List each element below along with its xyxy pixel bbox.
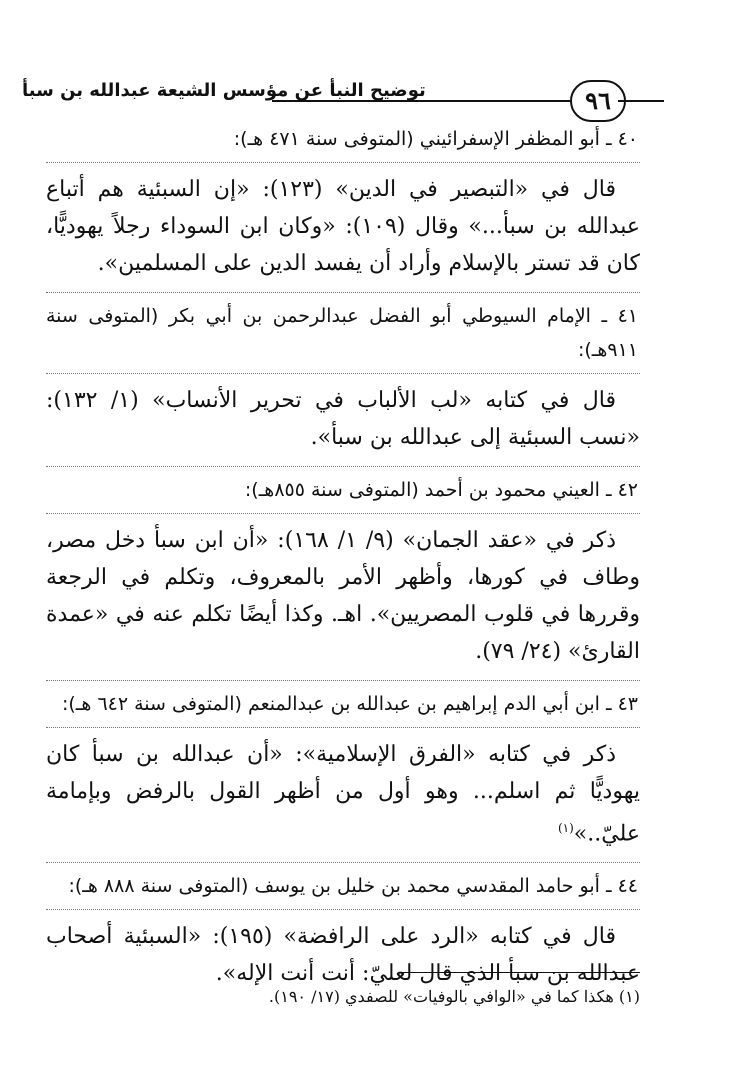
entry-heading: ٤٣ ـ ابن أبي الدم إبراهيم بن عبدالله بن عبدالمنعم (المتوفى سنة ٦٤٢ هـ): <box>61 693 638 715</box>
separator <box>46 513 640 514</box>
entry-text: ذكر في كتابه «الفرق الإسلامية»: «أن عبدالله بن سبأ كان يهوديًّا ثم اسلم... وهو أول من أظهر القول بالرفض وبإمامة عليّ..» <box>46 742 640 847</box>
entry-heading: ٤١ ـ الإمام السيوطي أبو الفضل عبدالرحمن بن أبي بكر (المتوفى سنة ٩١١هـ): <box>46 305 638 361</box>
entry-text: قال في كتابه «الرد على الرافضة» (١٩٥): «السبئية أصحاب عبدالله بن سبأ الذي قال لعليّ: أنت أنت الإله». <box>46 924 640 987</box>
entry-heading: ٤٠ ـ أبو المظفر الإسفرائيني (المتوفى سنة ٤٧١ هـ): <box>233 128 638 150</box>
entry-text-with-footnote <box>46 736 640 852</box>
footnote: (١) هكذا كما في «الوافي بالوفيات» للصفدي (١٧/ ١٩٠). <box>268 987 640 1006</box>
page-number: ٩٦ <box>570 80 626 122</box>
entry-heading: ٤٤ ـ أبو حامد المقدسي محمد بن خليل بن يوسف (المتوفى سنة ٨٨٨ هـ): <box>68 875 638 898</box>
separator <box>46 292 640 293</box>
footnote-ref: (١) <box>557 821 574 835</box>
separator <box>46 909 640 910</box>
separator <box>46 727 640 728</box>
entry-heading: ٤٢ ـ العيني محمود بن أحمد (المتوفى سنة ٨٥٥هـ): <box>244 479 638 501</box>
separator <box>46 373 640 374</box>
header-rule-right <box>618 100 664 102</box>
entry-text: قال في كتابه «لب الألباب في تحرير الأنساب» (١/ ١٣٢): «نسب السبئية إلى عبدالله بن سبأ». <box>46 388 640 450</box>
separator <box>46 680 640 681</box>
entry-text: ذكر في «عقد الجمان» (٩/ ١/ ١٦٨): «أن ابن سبأ دخل مصر، وطاف في كورها، وأظهر الأمر بالمعروف، وتكلم في الرجعة وقررها في قلوب المصريين». اهـ. وكذا أيضًا تكلم عنه في «عمدة القارئ» (٢٤/ ٧٩). <box>46 528 640 664</box>
separator <box>46 162 640 163</box>
header-rule <box>272 100 572 102</box>
entry-text: قال في «التبصير في الدين» (١٢٣): «إن السبئية هم أتباع عبدالله بن سبأ...» وقال (١٠٩): «وكان ابن السوداء رجلاً يهوديًّا، كان قد تستر بالإسلام وأراد أن يفسد الدين على المسلمين». <box>46 177 640 276</box>
footnote-rule <box>400 972 640 973</box>
page-body <box>46 122 640 1002</box>
book-title: توضيح النبأ عن مؤسس الشيعة عبدالله بن سبأ <box>22 80 426 101</box>
separator <box>46 466 640 467</box>
separator <box>46 862 640 863</box>
